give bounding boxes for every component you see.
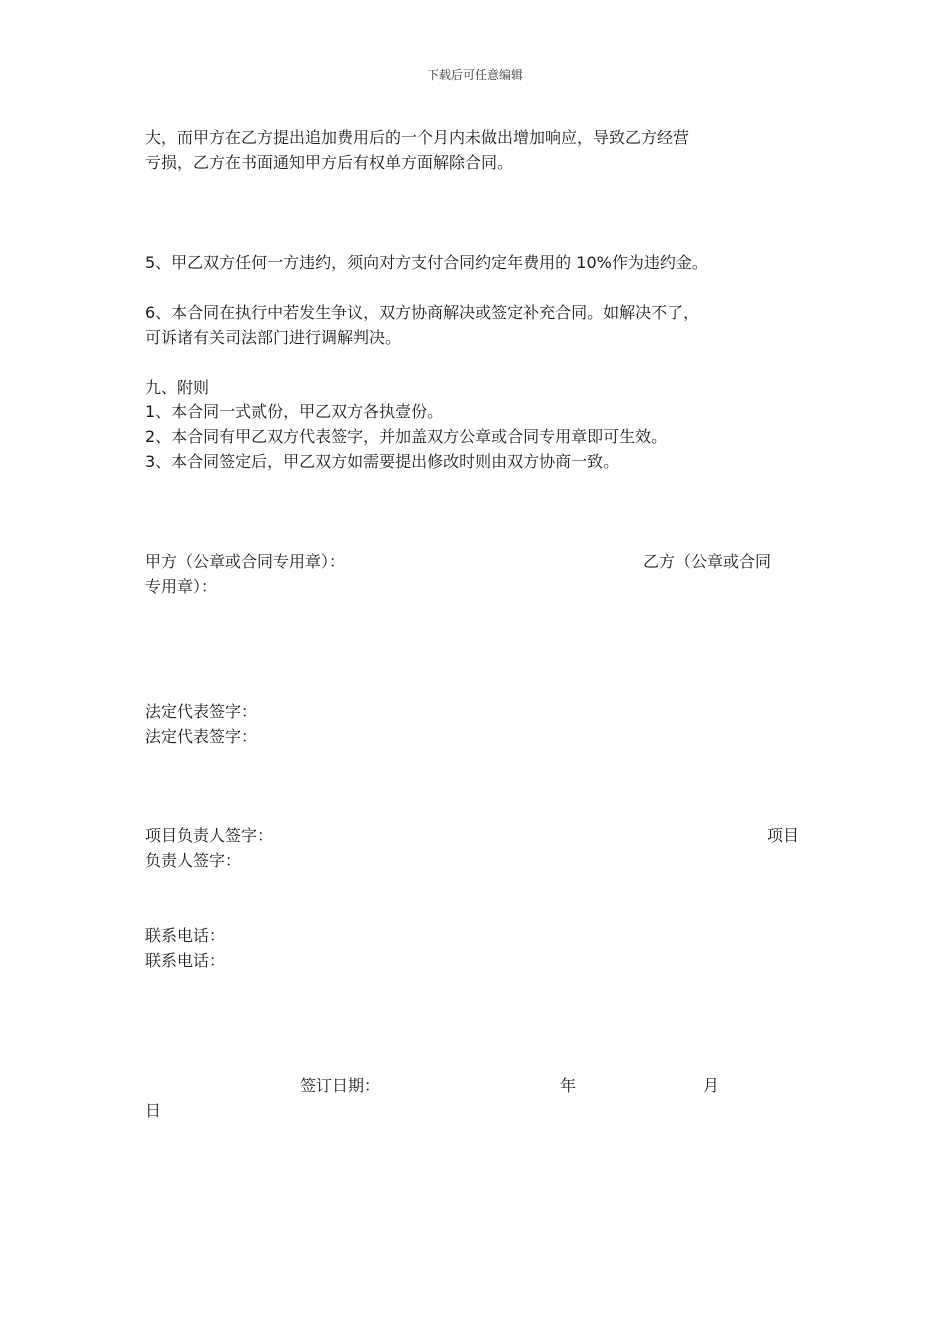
project-manager-signature-label: 项目 — [767, 826, 800, 845]
party-b-seal-label-cont: 专用章）： — [145, 577, 218, 596]
paragraph-line: 亏损，乙方在书面通知甲方后有权单方面解除合同。 — [145, 153, 514, 172]
clause-6-line: 6、本合同在执行中若发生争议，双方协商解决或签定补充合同。如解决不了， — [145, 303, 700, 322]
date-day-label: 日 — [145, 1101, 162, 1120]
paragraph-line: 大，而甲方在乙方提出追加费用后的一个月内未做出增加响应，导致乙方经营 — [145, 128, 690, 147]
project-manager-signature-label-cont: 负责人签字： — [145, 851, 242, 870]
page-header: 下载后可任意编辑 — [426, 68, 523, 82]
project-manager-signature-label: 项目负责人签字： — [145, 826, 274, 845]
clause-5: 5、甲乙双方任何一方违约，须向对方支付合同约定年费用的 10%作为违约金。 — [145, 253, 708, 272]
legal-rep-signature-label: 法定代表签字： — [145, 702, 258, 721]
date-month-label: 月 — [703, 1076, 720, 1095]
signing-date-label: 签订日期： — [300, 1076, 381, 1095]
appendix-item: 3、本合同签定后，甲乙双方如需要提出修改时则由双方协商一致。 — [145, 452, 620, 471]
clause-6-line: 可诉诸有关司法部门进行调解判决。 — [145, 328, 402, 347]
date-year-label: 年 — [560, 1076, 577, 1095]
contact-phone-label: 联系电话： — [145, 951, 226, 970]
section-title: 九、附则 — [145, 378, 210, 397]
appendix-item: 1、本合同一式贰份，甲乙双方各执壹份。 — [145, 402, 444, 421]
appendix-item: 2、本合同有甲乙双方代表签字，并加盖双方公章或合同专用章即可生效。 — [145, 427, 668, 446]
legal-rep-signature-label: 法定代表签字： — [145, 727, 258, 746]
contact-phone-label: 联系电话： — [145, 926, 226, 945]
party-a-seal-label: 甲方（公章或合同专用章）： — [145, 552, 346, 571]
party-b-seal-label: 乙方（公章或合同 — [643, 552, 772, 571]
